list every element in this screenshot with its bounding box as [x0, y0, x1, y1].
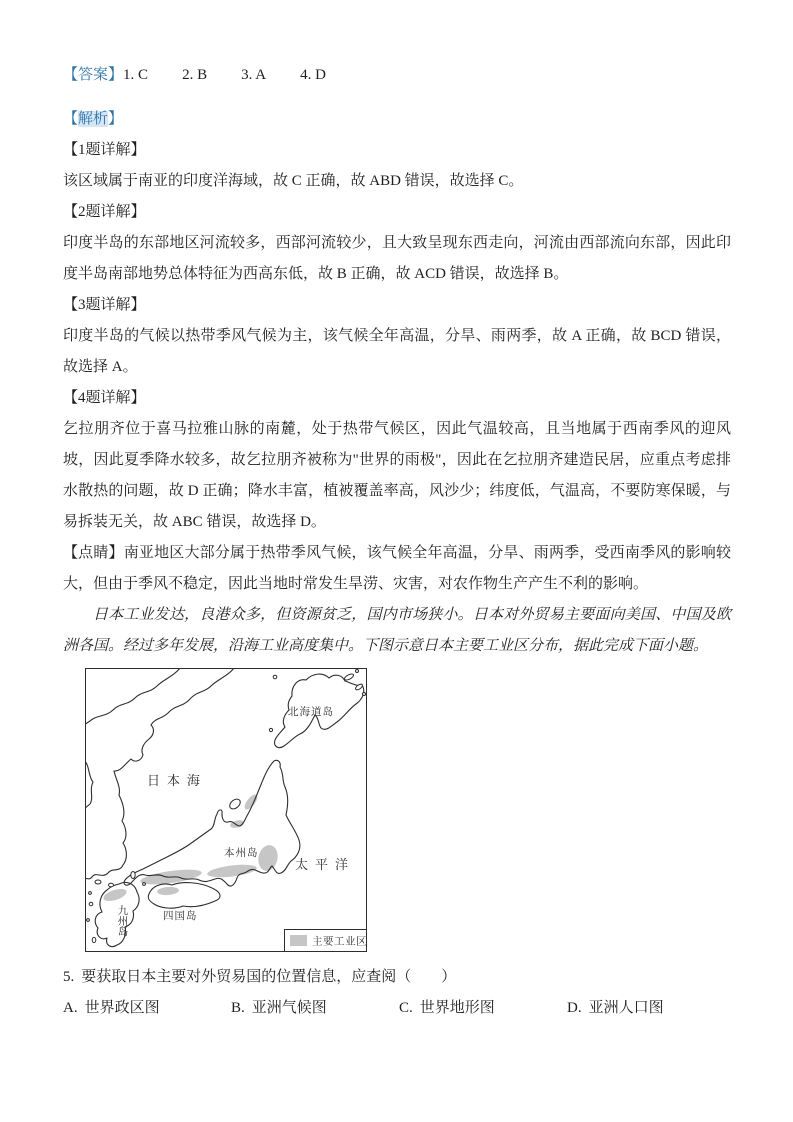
section-3-heading: 【3题详解】	[63, 297, 146, 313]
map-label-kyushu: 九州岛	[116, 905, 128, 937]
passage-paragraph: 日本工业发达，良港众多，但资源贫乏，国内市场狭小。日本对外贸易主要面向美国、中国及欧洲各国。经过多年发展，沿海工业高度集中。下图示意日本主要工业区分布，据此完成下面小题。	[63, 607, 731, 654]
question-5-options	[63, 993, 731, 1024]
option-b: B. 亚洲气候图	[231, 1000, 327, 1016]
analysis-label-text: 解析	[78, 111, 109, 127]
option-c: C. 世界地形图	[399, 1000, 495, 1016]
answer-label: 【答案】	[63, 67, 124, 83]
option-d: D. 亚洲人口图	[567, 1000, 664, 1016]
map-label-pacific-ocean: 太平洋	[295, 857, 356, 872]
map-label-shikoku: 四国岛	[163, 911, 198, 922]
japan-industrial-map	[85, 668, 367, 952]
section-1-body: 该区域属于南亚的印度洋海域，故 C 正确，故 ABD 错误，故选择 C。	[63, 173, 524, 189]
answer-line	[63, 60, 731, 91]
section-2-body: 印度半岛的东部地区河流较多，西部河流较少，且大致呈现东西走向，河流由西部流向东部，因此印度半岛南部地势总体特征为西高东低，故 B 正确，故 ACD 错误，故选择 B。	[63, 235, 731, 282]
tip-label: 【点睛】	[63, 545, 124, 561]
option-a: A. 世界政区图	[63, 1000, 160, 1016]
map-legend	[285, 930, 368, 952]
legend-swatch	[290, 935, 307, 946]
answer-item-3: 3. A	[241, 67, 267, 83]
question-number: 5.	[63, 969, 75, 985]
section-4-heading: 【4题详解】	[63, 390, 146, 406]
legend-label: 主要工业区	[312, 936, 367, 948]
analysis-label: 【解析】	[63, 111, 124, 127]
section-3-body: 印度半岛的气候以热带季风气候为主，该气候全年高温，分旱、雨两季，故 A 正确，故 BCD 错误，故选择 A。	[63, 328, 731, 375]
map-label-honshu: 本州岛	[224, 848, 259, 859]
map-label-sea-of-japan: 日本海	[147, 773, 208, 788]
question-stem: 要获取日本主要对外贸易国的位置信息，应查阅（ ）	[81, 969, 457, 985]
section-4-body: 乞拉朋齐位于喜马拉雅山脉的南麓，处于热带气候区，因此气温较高，且当地属于西南季风的迎风坡，因此夏季降水较多，故乞拉朋齐被称为"世界的雨极"，因此在乞拉朋齐建造民居，应重点考虑排水散热的问题，故 D 正确；降水丰富，植被覆盖率高，风沙少；纬度低，气温高，不要防寒保暖，与易拆装无关，故 ABC 错误，故选择 D。	[63, 421, 731, 530]
section-2-heading: 【2题详解】	[63, 204, 146, 220]
tip-body: 南亚地区大部分属于热带季风气候，该气候全年高温，分旱、雨两季，受西南季风的影响较大，但由于季风不稳定，因此当地时常发生旱涝、灾害，对农作物生产产生不利的影响。	[63, 545, 731, 592]
tip-paragraph	[63, 538, 731, 600]
answer-item-4: 4. D	[300, 67, 326, 83]
answer-item-1: 1. C	[123, 67, 149, 83]
question-5	[63, 962, 731, 993]
answer-item-2: 2. B	[182, 67, 208, 83]
map-label-hokkaido: 北海道岛	[288, 707, 334, 718]
section-1-heading: 【1题详解】	[63, 142, 146, 158]
japan-map-figure	[85, 668, 369, 952]
